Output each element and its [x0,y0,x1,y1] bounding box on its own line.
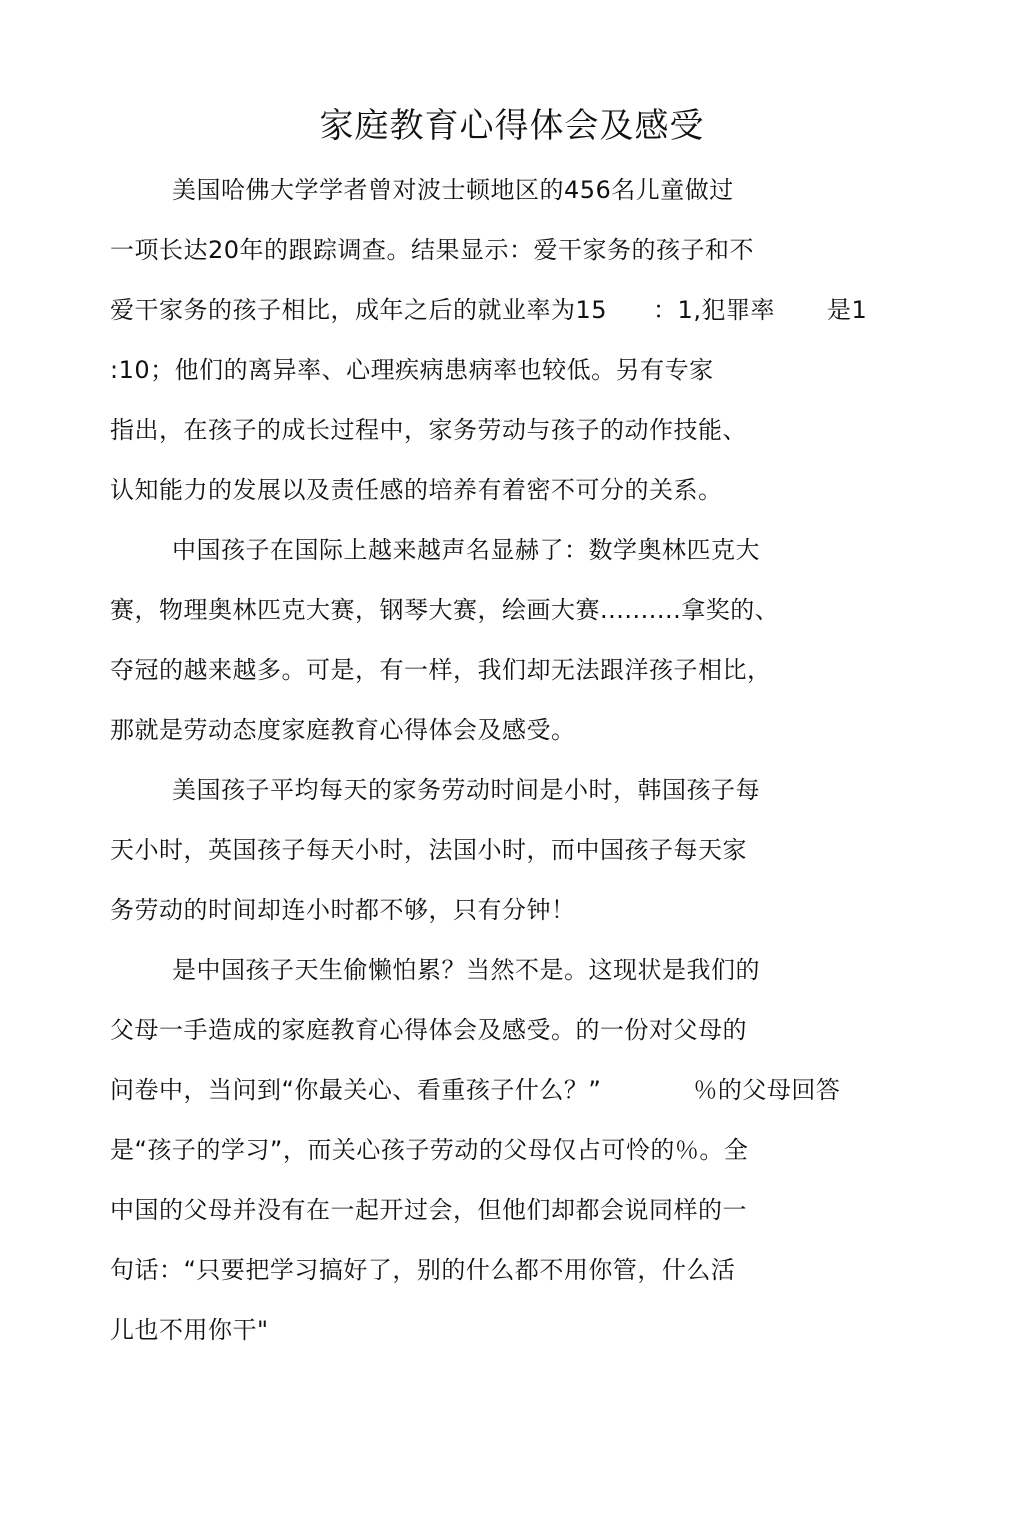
paragraph-1-line-2: 一项长达20年的跟踪调查。结果显示：爱干家务的孩子和不 [110,236,755,264]
paragraph-4-line-3-text: 问卷中，当问到“你最关心、看重孩子什么？” [110,1076,602,1104]
paragraph-1-line-5: 指出，在孩子的成长过程中，家务劳动与孩子的动作技能、 [110,416,747,444]
paragraph-4-line-3 [110,1070,840,1110]
paragraph-3-line-2: 天小时，英国孩子每天小时，法国小时，而中国孩子每天家 [110,836,747,864]
paragraph-2-line-4: 那就是劳动态度家庭教育心得体会及感受。 [110,716,576,744]
paragraph-2-line-1: 中国孩子在国际上越来越声名显赫了：数学奥林匹克大 [172,536,760,564]
paragraph-4-line-1: 是中国孩子天生偷懒怕累？当然不是。这现状是我们的 [172,956,760,984]
paragraph-4-line-5: 中国的父母并没有在一起开过会，但他们却都会说同样的一 [110,1196,747,1224]
paragraph-1-line-6: 认知能力的发展以及责任感的培养有着密不可分的关系。 [110,476,723,504]
paragraph-4-line-7: 儿也不用你干" [110,1316,269,1344]
paragraph-1-line-3-text: 爱干家务的孩子相比，成年之后的就业率为15 [110,296,608,324]
paragraph-1-line-3-ratio: ：1,犯罪率 [653,296,775,324]
paragraph-3-line-1: 美国孩子平均每天的家务劳动时间是小时，韩国孩子每 [172,776,760,804]
paragraph-4-line-2: 父母一手造成的家庭教育心得体会及感受。的一份对父母的 [110,1016,747,1044]
document-title: 家庭教育心得体会及感受 [319,106,705,146]
paragraph-4-line-4: 是“孩子的学习”，而关心孩子劳动的父母仅占可怜的％。全 [110,1136,749,1164]
paragraph-1-line-4: :10；他们的离异率、心理疾病患病率也较低。另有专家 [110,356,714,384]
paragraph-2-line-3: 夺冠的越来越多。可是，有一样，我们却无法跟洋孩子相比， [110,656,772,684]
paragraph-3-line-3: 务劳动的时间却连小时都不够，只有分钟！ [110,896,576,924]
paragraph-1-line-3-tail: 是1 [826,296,868,324]
paragraph-4-line-3-tail: ％的父母回答 [693,1076,841,1104]
paragraph-1-line-3 [110,290,867,330]
paragraph-2-line-2: 赛，物理奥林匹克大赛，钢琴大赛，绘画大赛..........拿奖的、 [110,596,780,624]
paragraph-4-line-6: 句话：“只要把学习搞好了，别的什么都不用你管，什么活 [110,1256,736,1284]
paragraph-1-line-1: 美国哈佛大学学者曾对波士顿地区的456名儿童做过 [172,176,734,204]
